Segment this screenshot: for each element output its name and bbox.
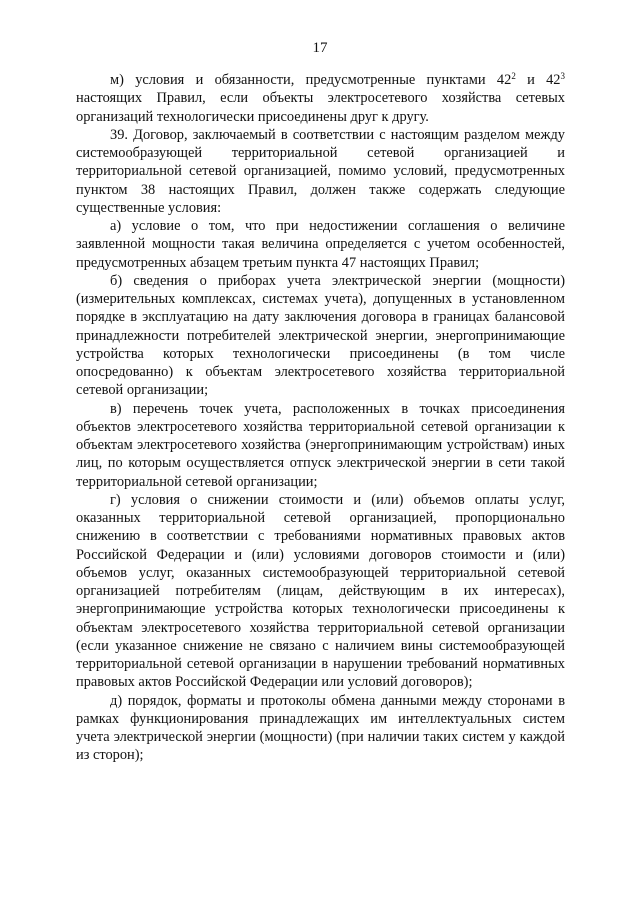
paragraph-d: д) порядок, форматы и протоколы обмена данными между сторонами в рамках функционирования принадлежащих им интеллектуальных систем учета электрической энергии (мощности) (при наличии таких систем у каждой из сторон); [76, 692, 565, 764]
paragraph-b: б) сведения о приборах учета электрической энергии (мощности) (измерительных комплексах, системах учета), допущенных в установленном порядке в эксплуатацию на дату заключения договора в границах балансовой принадлежности потребителей электрической энергии, энергопринимающие устройства которых технологически присоединены (в том числе опосредованно) к объектам электросетевого хозяйства территориальной сетевой организации; [76, 272, 565, 399]
paragraph-m-text-middle: и 42 [515, 72, 561, 88]
document-body [76, 71, 565, 765]
paragraph-a: а) условие о том, что при недостижении соглашения о величине заявленной мощности такая величина определяется с учетом особенностей, предусмотренных абзацем третьим пункта 47 настоящих Правил; [76, 218, 565, 271]
page-number: 17 [312, 40, 328, 56]
paragraph-m [76, 71, 565, 126]
paragraph-m-text-end: настоящих Правил, если объекты электросетевого хозяйства сетевых организаций технологически присоединены друг к другу. [76, 90, 565, 125]
superscript-3: 3 [560, 71, 565, 81]
superscript-2: 2 [511, 71, 516, 81]
paragraph-g: г) условия о снижении стоимости и (или) объемов оплаты услуг, оказанных территориальной сетевой организацией, пропорционально снижению в соответствии с требованиями нормативных правовых актов Российской Федерации и (или) условиями договоров стоимости и (или) объемов услуг, оказанных системообразующей территориальной сетевой организацией потребителям (лицам, действующим в их интересах), энергопринимающие устройства которых технологически присоединены к объектам электросетевого хозяйства территориальной сетевой организации (если указанное снижение не связано с наличием вины системообразующей территориальной сетевой организации в нарушении требований нормативных правовых актов Российской Федерации или условий договоров); [76, 491, 565, 691]
paragraph-39: 39. Договор, заключаемый в соответствии с настоящим разделом между системообразующей территориальной сетевой организацией и территориальной сетевой организацией, помимо условий, предусмотренных пунктом 38 настоящих Правил, должен также содержать следующие существенные условия: [76, 126, 565, 216]
paragraph-m-text: м) условия и обязанности, предусмотренные пунктами 42 [110, 72, 512, 88]
paragraph-v: в) перечень точек учета, расположенных в точках присоединения объектов электросетевого хозяйства территориальной сетевой организации к объектам электросетевого хозяйства (энергопринимающим устройствам) иных лиц, по которым осуществляется отпуск электрической энергии в сети такой территориальной сетевой организации; [76, 400, 565, 490]
